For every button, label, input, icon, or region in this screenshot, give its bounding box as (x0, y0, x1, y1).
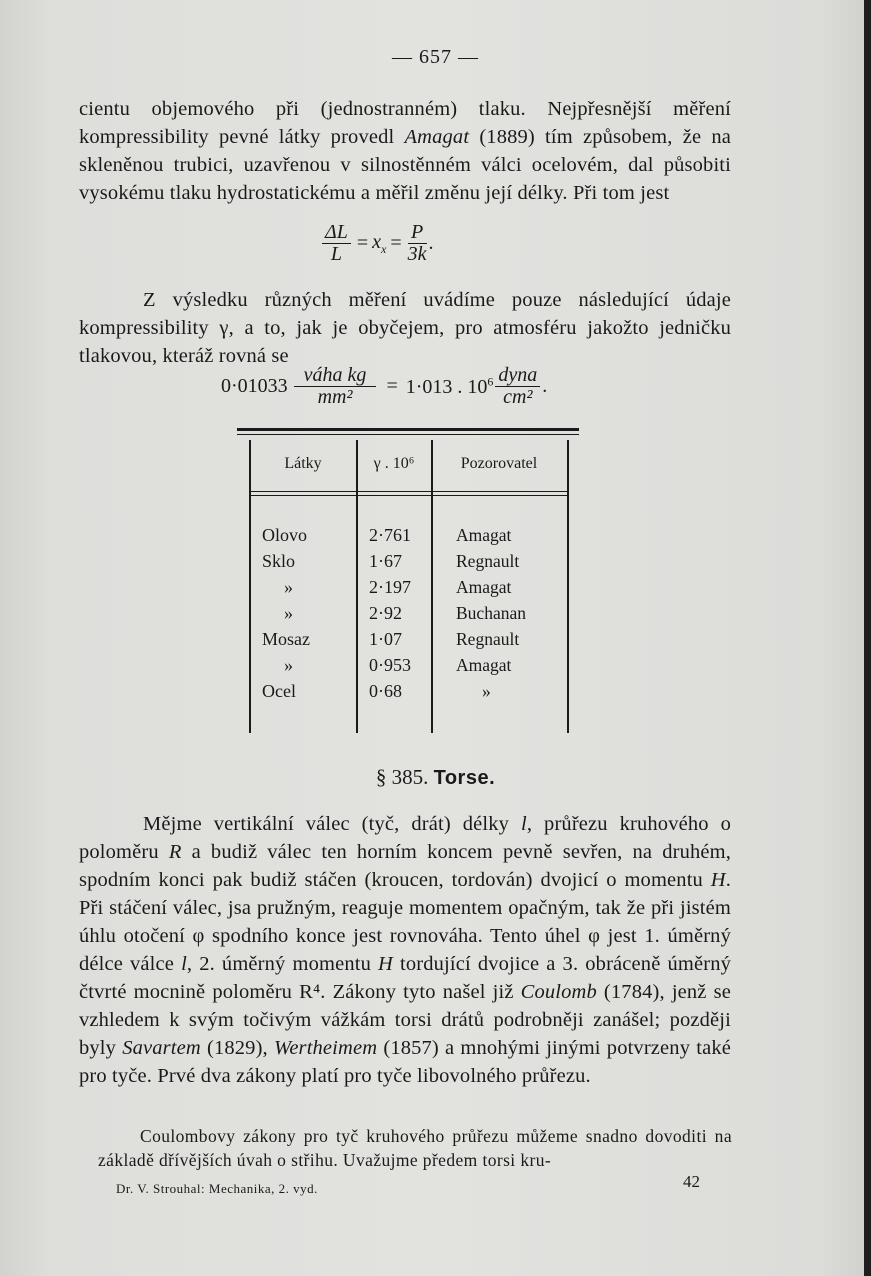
header-gamma: γ . 10⁶ (373, 455, 415, 472)
text-run: Mějme vertikální válec (tyč, drát) délky (143, 813, 521, 835)
cell-pozorovatel: » (482, 681, 491, 701)
cell-pozorovatel: Amagat (456, 655, 512, 675)
fraction-vaha-mm2 (294, 365, 377, 408)
text-run: (1857) a mnohými jinými potvrzeny také pro tyče. Prvé dva zákony platí pro tyče libovolného průřezu. (79, 1037, 731, 1087)
symbol-l: l (520, 813, 527, 835)
text-run: , 2. úměrný momentu (186, 953, 379, 975)
page-edge-shadow (864, 0, 871, 1276)
exponent: 6 (487, 374, 494, 389)
equation-compressibility (320, 222, 434, 265)
symbol-x (372, 230, 387, 256)
text-run: tordující dvojice a 3. obráceně úměrný čtvrté mocnině poloměru R⁴. Zákony tyto našel již (79, 953, 731, 1003)
name-amagat: Amagat (404, 126, 470, 148)
value-base: 1·013 . 10 (405, 375, 488, 398)
fraction-dyna-cm2 (495, 365, 540, 408)
cell-gamma: 0·953 (369, 655, 411, 675)
symbol-r: R (168, 841, 182, 863)
fraction-dl-l (322, 222, 351, 265)
paragraph-text-small: Coulombovy zákony pro tyč kruhového průřezu můžeme snadno dovoditi na základě dřívějších úvah o střihu. Uvažujme předem torsi kru- (98, 1126, 732, 1170)
equation-atmosphere (221, 365, 547, 408)
paragraph-text (79, 810, 731, 1090)
equals-sign: = (356, 232, 369, 254)
cell-latka: » (284, 603, 293, 623)
cell-latka: » (284, 577, 293, 597)
value (406, 376, 494, 398)
header-pozorovatel: Pozorovatel (460, 455, 538, 472)
period: . (428, 232, 434, 254)
cell-latka: » (284, 655, 293, 675)
denominator: mm² (317, 386, 353, 408)
name-coulomb: Coulomb (520, 981, 597, 1003)
cell-pozorovatel: Regnault (456, 551, 520, 571)
name-savart: Savartem (122, 1037, 201, 1059)
numerator: P (408, 222, 427, 244)
paragraph-coulomb-laws (98, 1124, 732, 1172)
cell-latka: Olovo (262, 525, 307, 545)
cell-gamma: 0·68 (369, 681, 402, 701)
header-latky: Látky (284, 455, 322, 472)
equals-sign: = (386, 375, 398, 397)
text-run: cientu objemového při (jednostranném) tlaku. Nejpřesnější měření kompressibility pevné látky provedl (79, 98, 731, 148)
equals-sign-2: = (390, 232, 402, 254)
cell-pozorovatel: Amagat (456, 577, 512, 597)
cell-gamma: 1·07 (369, 629, 402, 649)
denominator: cm² (503, 386, 533, 408)
table-column-latky (262, 522, 310, 704)
name-wertheim: Wertheimem (273, 1037, 378, 1059)
table-column-gamma (369, 522, 411, 704)
table-col-line-2 (431, 440, 433, 733)
text-run: (1829), (200, 1037, 274, 1059)
x-subscript: x (381, 241, 387, 256)
text-run: . Při stáčení válec, jsa pružným, reaguje momentem opačným, tak že při jistém úhlu otočení φ spodního konce jest rovnováha. Tento úhel φ jest 1. úměrný délce válce (79, 869, 731, 975)
section-number: § 385. (375, 765, 429, 789)
text-run: (1784), jenž se vzhledem k svým točivým vážkám torsi drátů podrobněji zanášel; později byly (79, 981, 731, 1059)
cell-gamma: 2·197 (369, 577, 411, 597)
coefficient: 0·01033 (221, 375, 288, 397)
numerator: ΔL (322, 222, 351, 244)
header-rule (250, 491, 568, 492)
table-col-line-1 (356, 440, 358, 733)
symbol-h: H (378, 953, 393, 975)
table-right-line (567, 440, 569, 733)
numerator: váha kg (294, 365, 377, 387)
header-rule-2 (250, 495, 568, 496)
cell-latka: Sklo (262, 551, 296, 571)
symbol-h: H (710, 869, 726, 891)
cell-pozorovatel: Buchanan (456, 603, 526, 623)
paragraph-amagat (79, 95, 731, 207)
cell-latka: Mosaz (262, 629, 310, 649)
table-top-rule-2 (237, 434, 579, 435)
cell-gamma: 1·67 (369, 551, 402, 571)
period: . (542, 375, 548, 397)
paragraph-text (79, 95, 731, 207)
numerator: dyna (495, 365, 540, 387)
section-title: Torse. (433, 767, 496, 789)
cell-pozorovatel: Amagat (456, 525, 512, 545)
paragraph-text: Z výsledku různých měření uvádíme pouze následující údaje kompressibility γ, a to, jak je obyčejem, pro atmosféru jakožto jedničku tlakovou, kteráž rovná se (79, 289, 731, 367)
symbol-l: l (181, 953, 187, 975)
paragraph-torse (79, 810, 731, 1090)
cell-gamma: 2·92 (369, 603, 402, 623)
cell-latka: Ocel (262, 681, 296, 701)
table-column-pozorovatel (456, 522, 526, 704)
text-run: , průřezu kruhového o poloměru (79, 813, 731, 863)
signature-mark: 42 (683, 1172, 700, 1191)
footer-title: Dr. V. Strouhal: Mechanika, 2. vyd. (116, 1181, 318, 1196)
x-var: x (372, 230, 382, 253)
table-top-rule (237, 428, 579, 431)
text-run: a budiž válec ten horním koncem pevně sevřen, na druhém, spodním konci pak budiž stáčen (kroucen, tordován) dvojicí o momentu (79, 841, 731, 891)
cell-gamma: 2·761 (369, 525, 411, 545)
text-run: (1889) tím způsobem, že na skleněnou trubici, uzavřenou v silnostěnném válci ocelovém, dal působiti vysokému tlaku hydrostatickému a měřil změnu její délky. Při tom jest (79, 126, 731, 204)
denominator: 3k (407, 243, 427, 265)
cell-pozorovatel: Regnault (456, 629, 520, 649)
page-number: — 657 — (392, 46, 479, 68)
section-heading (0, 765, 871, 790)
fraction-p-3k (408, 222, 427, 265)
denominator: L (330, 243, 342, 265)
paragraph-results (79, 286, 731, 370)
table-left-line (249, 440, 251, 733)
